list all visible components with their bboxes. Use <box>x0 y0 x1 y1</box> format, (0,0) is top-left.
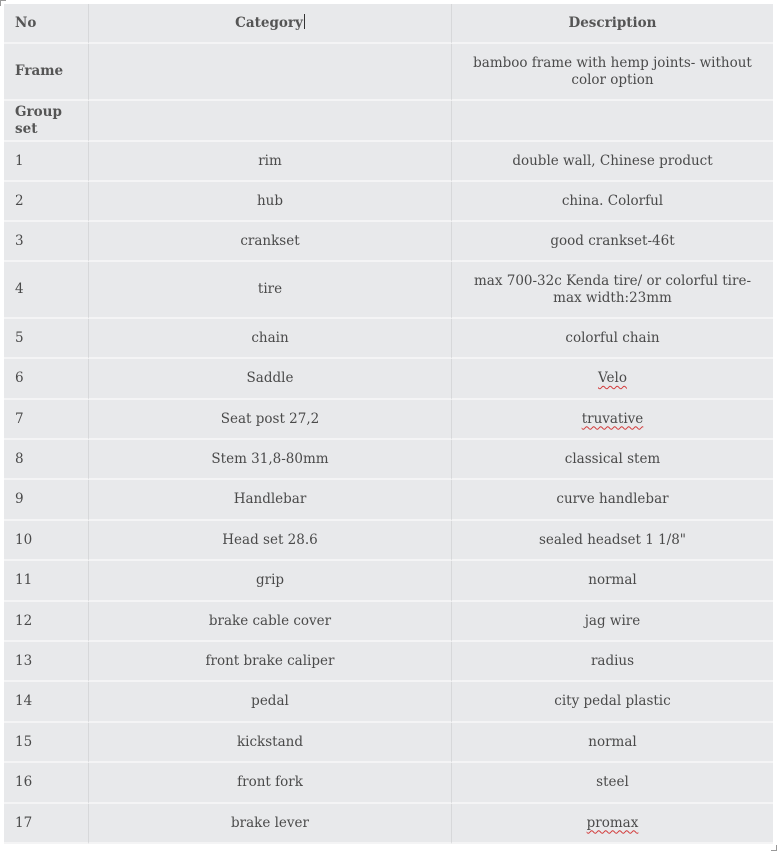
cell-description[interactable]: sealed headset 1 1/8" <box>452 521 773 561</box>
cell-no[interactable]: 14 <box>4 682 89 723</box>
cell-category[interactable]: Saddle <box>89 359 452 400</box>
cell-description[interactable]: normal <box>452 723 773 763</box>
table-row <box>4 222 773 262</box>
cell-no[interactable]: 2 <box>4 182 89 222</box>
table-row <box>4 602 773 642</box>
table-row <box>4 400 773 440</box>
cell-no[interactable]: 13 <box>4 642 89 682</box>
cell-category[interactable]: grip <box>89 561 452 602</box>
cell-no[interactable]: 7 <box>4 400 89 440</box>
cell-description[interactable] <box>452 804 773 844</box>
cell-no[interactable]: 9 <box>4 480 89 521</box>
cell-no[interactable]: 17 <box>4 804 89 844</box>
cell-category[interactable]: crankset <box>89 222 452 262</box>
cell-description[interactable]: classical stem <box>452 440 773 480</box>
cell-description[interactable]: max 700-32c Kenda tire/ or colorful tire- max width:23mm <box>452 262 773 319</box>
cell-no[interactable]: 11 <box>4 561 89 602</box>
cell-no[interactable]: 10 <box>4 521 89 561</box>
table-row <box>4 521 773 561</box>
cell-category[interactable]: tire <box>89 262 452 319</box>
cell-category[interactable]: pedal <box>89 682 452 723</box>
cell-category[interactable]: Seat post 27,2 <box>89 400 452 440</box>
cell-category[interactable]: brake cable cover <box>89 602 452 642</box>
table-row <box>4 359 773 400</box>
cell-no[interactable]: Frame <box>4 44 89 101</box>
header-no[interactable]: No <box>4 4 89 44</box>
cell-description[interactable]: radius <box>452 642 773 682</box>
cell-category[interactable]: brake lever <box>89 804 452 844</box>
cell-description[interactable]: city pedal plastic <box>452 682 773 723</box>
table-row <box>4 101 773 142</box>
header-description[interactable]: Description <box>452 4 773 44</box>
table-body <box>4 44 773 844</box>
cell-category[interactable]: front fork <box>89 763 452 804</box>
cell-description[interactable] <box>452 359 773 400</box>
page-corner-mark <box>771 845 777 851</box>
cell-category[interactable] <box>89 44 452 101</box>
cell-no[interactable]: 4 <box>4 262 89 319</box>
cell-category[interactable]: rim <box>89 142 452 182</box>
cell-no[interactable]: 5 <box>4 319 89 359</box>
table-row <box>4 763 773 804</box>
cell-category[interactable]: chain <box>89 319 452 359</box>
cell-description[interactable]: bamboo frame with hemp joints- without color option <box>452 44 773 101</box>
cell-no[interactable]: 3 <box>4 222 89 262</box>
misspelled-word: Velo <box>598 370 627 386</box>
text-cursor <box>304 14 305 29</box>
cell-no[interactable]: 6 <box>4 359 89 400</box>
table-row <box>4 642 773 682</box>
table-header-row <box>4 4 773 44</box>
table-row <box>4 182 773 222</box>
cell-description[interactable]: steel <box>452 763 773 804</box>
cell-category[interactable]: Head set 28.6 <box>89 521 452 561</box>
cell-no[interactable]: 1 <box>4 142 89 182</box>
cell-description[interactable] <box>452 101 773 142</box>
cell-description[interactable]: double wall, Chinese product <box>452 142 773 182</box>
table-row <box>4 480 773 521</box>
misspelled-word: truvative <box>581 410 644 427</box>
cell-category[interactable]: Stem 31,8-80mm <box>89 440 452 480</box>
cell-description[interactable]: normal <box>452 561 773 602</box>
table-row <box>4 682 773 723</box>
table-row <box>4 561 773 602</box>
misspelled-word: promax <box>586 814 639 831</box>
table-row <box>4 440 773 480</box>
table-row <box>4 319 773 359</box>
header-category[interactable] <box>89 4 452 44</box>
cell-description[interactable]: curve handlebar <box>452 480 773 521</box>
table-row <box>4 804 773 844</box>
cell-description[interactable]: good crankset-46t <box>452 222 773 262</box>
cell-category[interactable]: hub <box>89 182 452 222</box>
cell-category[interactable]: kickstand <box>89 723 452 763</box>
spec-table-container <box>4 4 773 844</box>
cell-description[interactable]: colorful chain <box>452 319 773 359</box>
table-row <box>4 723 773 763</box>
cell-description[interactable] <box>452 400 773 440</box>
cell-no[interactable]: 8 <box>4 440 89 480</box>
header-category-label: Category <box>235 15 303 31</box>
table-row <box>4 262 773 319</box>
cell-category[interactable]: front brake caliper <box>89 642 452 682</box>
cell-no[interactable]: 16 <box>4 763 89 804</box>
cell-category[interactable] <box>89 101 452 142</box>
cell-no[interactable]: 12 <box>4 602 89 642</box>
cell-description[interactable]: jag wire <box>452 602 773 642</box>
cell-category[interactable]: Handlebar <box>89 480 452 521</box>
table-row <box>4 44 773 101</box>
cell-no[interactable]: Group set <box>4 101 89 142</box>
cell-no[interactable]: 15 <box>4 723 89 763</box>
table-row <box>4 142 773 182</box>
cell-description[interactable]: china. Colorful <box>452 182 773 222</box>
bike-spec-table <box>4 4 773 844</box>
